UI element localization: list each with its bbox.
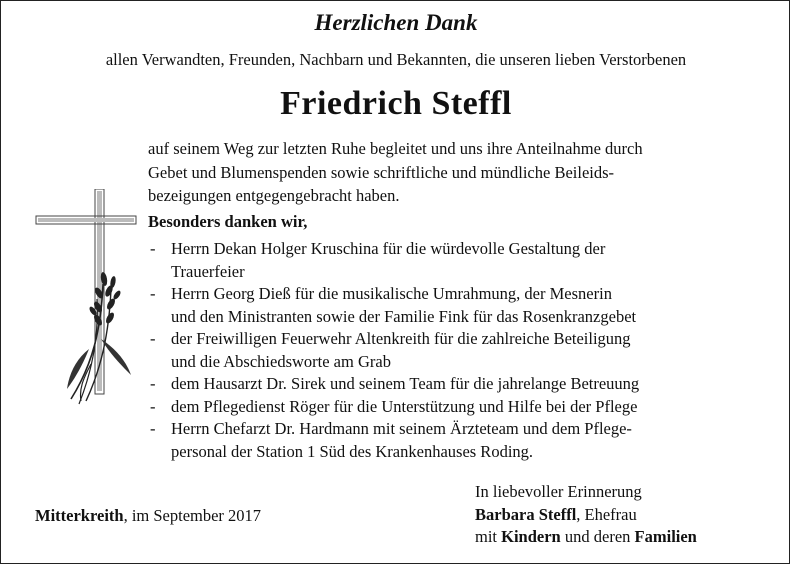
cross-with-wheat-icon <box>31 189 141 409</box>
list-dash: - <box>150 284 156 303</box>
signature-text: und deren <box>560 527 635 546</box>
signature-text: mit <box>475 527 502 546</box>
thanks-list <box>148 238 768 463</box>
thank-you-heading: Herzlichen Dank <box>314 10 478 35</box>
list-item <box>148 238 768 283</box>
intro-text: allen Verwandten, Freunden, Nachbarn und Bekannten, die unseren lieben Verstorbenen <box>105 50 687 69</box>
list-dash: - <box>150 419 156 438</box>
paragraph-line: Gebet und Blumenspenden sowie schriftliche und mündliche Beileids- <box>148 162 615 182</box>
list-item-line: dem Pflegedienst Röger für die Unterstützung und Hilfe bei der Pflege <box>171 396 638 416</box>
list-item <box>148 373 768 396</box>
place-date <box>35 506 261 526</box>
list-item-line: Herrn Dekan Holger Kruschina für die würdevolle Gestaltung der <box>171 239 606 258</box>
list-item <box>148 396 768 419</box>
paragraph-line: bezeigungen entgegengebracht haben. <box>148 186 400 205</box>
children-label: Kindern <box>501 527 561 546</box>
list-item-line: und die Abschiedsworte am Grab <box>171 351 391 371</box>
signature-block <box>475 481 697 549</box>
families-label: Familien <box>634 527 697 546</box>
place-name: Mitterkreith <box>35 506 124 525</box>
list-item-line: Trauerfeier <box>171 261 245 281</box>
list-item <box>148 418 768 463</box>
list-item <box>148 283 768 328</box>
list-dash: - <box>150 374 156 393</box>
list-dash: - <box>150 239 156 258</box>
list-item <box>148 328 768 373</box>
signature-line <box>475 526 697 549</box>
relation-text: , Ehefrau <box>576 504 637 524</box>
paragraph-line: auf seinem Weg zur letzten Ruhe begleitet und uns ihre Anteilnahme durch <box>148 139 643 158</box>
list-dash: - <box>150 329 156 348</box>
special-thanks-heading: Besonders danken wir, <box>148 212 308 231</box>
date-text: , im September 2017 <box>123 506 262 525</box>
widow-name: Barbara Steffl <box>475 504 577 524</box>
thanks-paragraph <box>148 137 768 208</box>
list-item-line: Herrn Chefarzt Dr. Hardmann mit seinem Ärzteteam und dem Pflege- <box>171 419 632 438</box>
list-item-line: dem Hausarzt Dr. Sirek und seinem Team für die jahrelange Betreuung <box>171 374 640 393</box>
signature-line <box>475 504 697 527</box>
list-item-line: Herrn Georg Dieß für die musikalische Umrahmung, der Mesnerin <box>171 284 612 303</box>
signature-line: In liebevoller Erinnerung <box>475 482 642 501</box>
deceased-name: Friedrich Steffl <box>280 85 512 122</box>
list-item-line: der Freiwilligen Feuerwehr Altenkreith für die zahlreiche Beteiligung <box>171 329 631 348</box>
list-item-line: und den Ministranten sowie der Familie Fink für das Rosenkranzgebet <box>171 306 637 326</box>
list-dash: - <box>150 396 156 416</box>
list-item-line: personal der Station 1 Süd des Krankenhauses Roding. <box>171 441 534 461</box>
